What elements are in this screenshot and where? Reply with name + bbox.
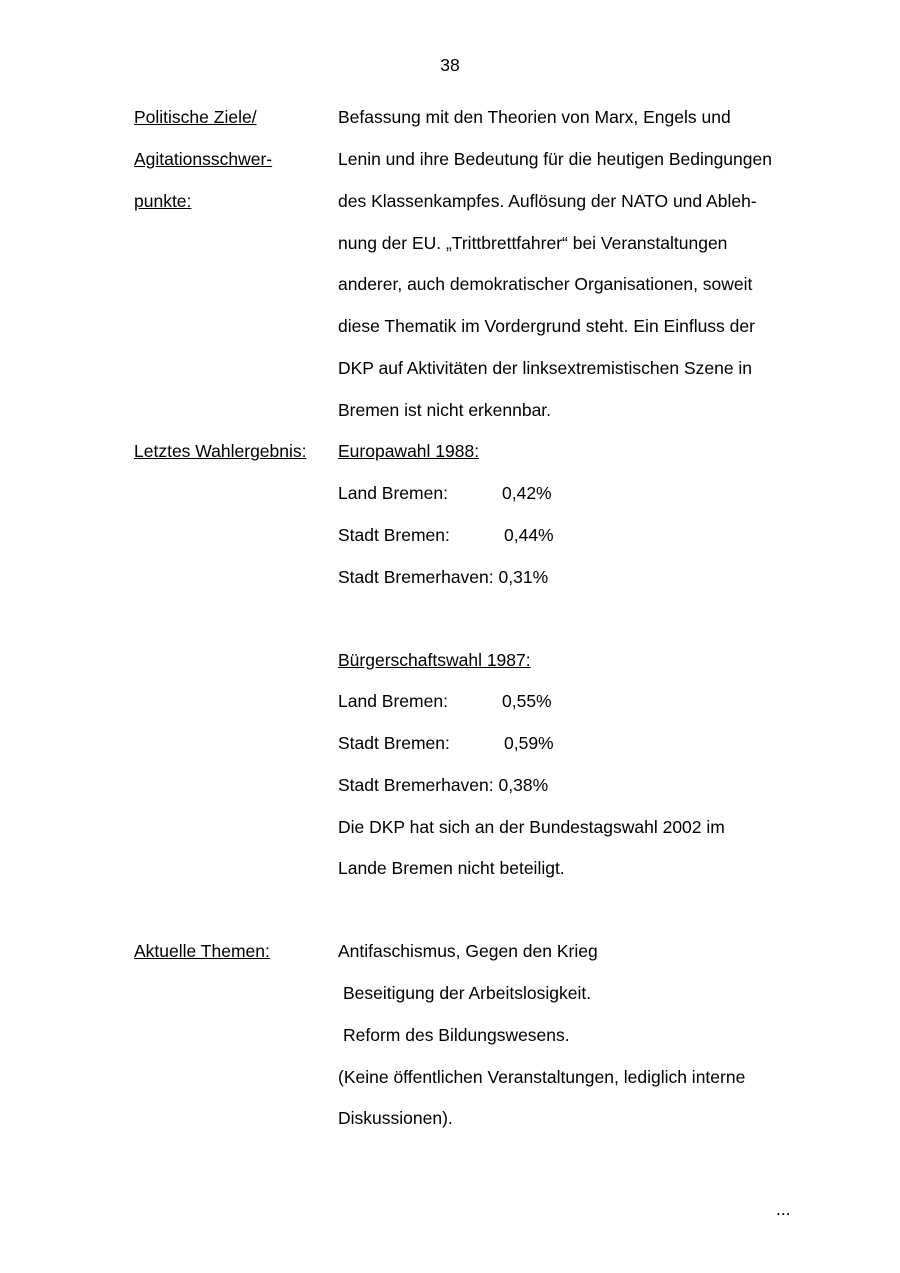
result-value: 0,59%: [504, 733, 554, 753]
election-note-line: Die DKP hat sich an der Bundestagswahl 2002 im: [338, 817, 725, 837]
european-result-row: [338, 524, 554, 546]
topics-text-line: (Keine öffentlichen Veranstaltungen, lediglich interne: [338, 1067, 746, 1087]
topics-label: Aktuelle Themen:: [134, 941, 270, 961]
goals-label-line-1: Politische Ziele/: [134, 107, 257, 127]
result-value: 0,38%: [498, 775, 549, 795]
goals-text-line: Befassung mit den Theorien von Marx, Engels und: [338, 107, 731, 127]
state-result-row: [338, 774, 548, 796]
goals-text-line: DKP auf Aktivitäten der linksextremistischen Szene in: [338, 358, 753, 378]
result-value: 0,44%: [504, 525, 554, 545]
result-place: Land Bremen:: [338, 691, 448, 711]
state-result-row: [338, 732, 554, 754]
result-value: 0,55%: [502, 691, 552, 711]
topics-text-line: Reform des Bildungswesens.: [343, 1025, 570, 1045]
goals-text-line: des Klassenkampfes. Auflösung der NATO und Ableh-: [338, 191, 757, 211]
goals-text-line: anderer, auch demokratischer Organisationen, soweit: [338, 274, 753, 294]
result-place: Stadt Bremen:: [338, 525, 450, 545]
goals-text-line: Bremen ist nicht erkennbar.: [338, 400, 552, 420]
goals-text-line: nung der EU. „Trittbrettfahrer“ bei Veranstaltungen: [338, 233, 728, 253]
result-place: Stadt Bremerhaven:: [338, 567, 494, 587]
result-place: Stadt Bremerhaven:: [338, 775, 494, 795]
election-note-line: Lande Bremen nicht beteiligt.: [338, 858, 565, 878]
goals-label-line-2: Agitationsschwer-: [134, 149, 273, 169]
page-number: 38: [440, 55, 460, 75]
state-result-row: [338, 690, 552, 712]
state-election-heading: Bürgerschaftswahl 1987:: [338, 650, 531, 670]
topics-text-line: Antifaschismus, Gegen den Krieg: [338, 941, 598, 961]
goals-text-line: diese Thematik im Vordergrund steht. Ein Einfluss der: [338, 316, 755, 336]
goals-label-line-3: punkte:: [134, 191, 192, 211]
result-place: Stadt Bremen:: [338, 733, 450, 753]
result-place: Land Bremen:: [338, 483, 448, 503]
result-value: 0,31%: [498, 567, 549, 587]
topics-text-line: Beseitigung der Arbeitslosigkeit.: [343, 983, 592, 1003]
goals-text-line: Lenin und ihre Bedeutung für die heutigen Bedingungen: [338, 149, 772, 169]
election-label: Letztes Wahlergebnis:: [134, 441, 307, 461]
result-value: 0,42%: [502, 483, 552, 503]
european-election-heading: Europawahl 1988:: [338, 441, 480, 461]
european-result-row: [338, 566, 548, 588]
topics-text-line: Diskussionen).: [338, 1108, 453, 1128]
continuation-mark: ...: [776, 1199, 791, 1219]
european-result-row: [338, 482, 552, 504]
